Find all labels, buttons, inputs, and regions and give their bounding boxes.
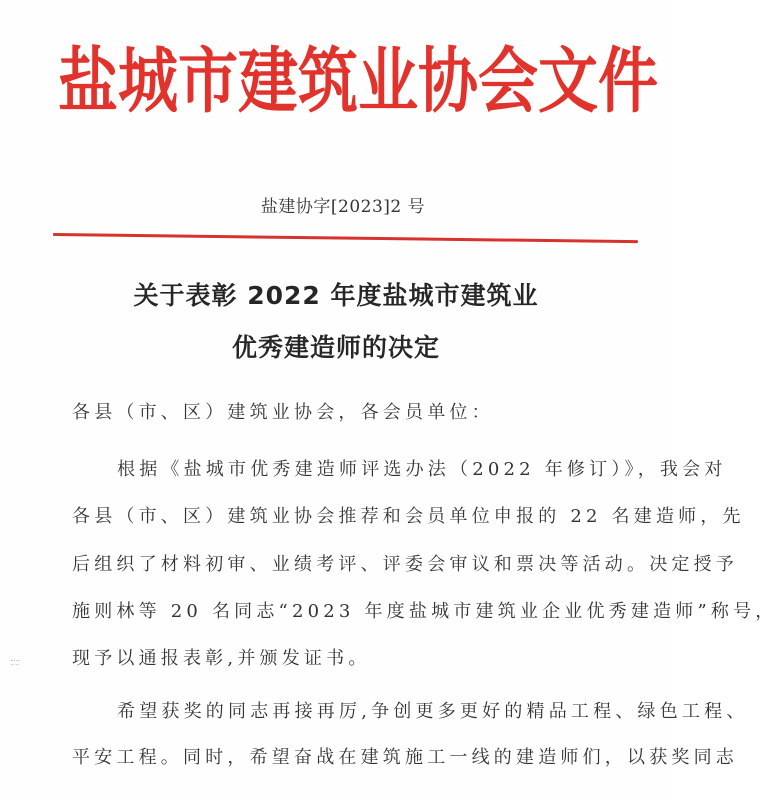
scan-artifact <box>11 660 19 665</box>
document-title-line-2: 优秀建造师的决定 <box>231 333 440 362</box>
letterhead-char: 业 <box>358 40 418 124</box>
letterhead-char: 协 <box>418 40 478 124</box>
letterhead-char: 市 <box>178 40 238 124</box>
organization-letterhead <box>58 32 658 131</box>
paragraph-1-line-2: 各县（市、区）建筑业协会推荐和会员单位申报的 22 名建造师，先 <box>72 506 745 527</box>
letterhead-char: 文 <box>538 40 598 124</box>
paragraph-2-line-1: 希望获奖的同志再接再厉,争创更多更好的精品工程、绿色工程、 <box>117 701 749 722</box>
letterhead-char: 盐 <box>58 40 118 124</box>
paragraph-1-line-5: 现予以通报表彰,并颁发证书。 <box>72 648 371 669</box>
salutation: 各县（市、区）建筑业协会，各会员单位： <box>72 402 494 423</box>
document-number: 盐建协字[2023]2 号 <box>260 197 426 217</box>
letterhead-char: 城 <box>118 40 178 124</box>
paragraph-2-line-2: 平安工程。同时，希望奋战在建筑施工一线的建造师们，以获奖同志 <box>72 747 738 768</box>
paragraph-1-line-1: 根据《盐城市优秀建造师评选办法（2022 年修订）》，我会对 <box>117 459 727 480</box>
paragraph-1-line-3: 后组织了材料初审、业绩考评、评委会审议和票决等活动。决定授予 <box>72 554 738 575</box>
letterhead-char: 会 <box>478 40 538 124</box>
letterhead-char: 建 <box>238 40 298 124</box>
red-divider-rule <box>53 233 638 243</box>
letterhead-char: 筑 <box>298 40 358 124</box>
letterhead-char: 件 <box>598 40 658 124</box>
document-title-line-1: 关于表彰 2022 年度盐城市建筑业 <box>133 281 539 310</box>
paragraph-1-line-4: 施则林等 20 名同志“2023 年度盐城市建筑业企业优秀建造师”称号， <box>72 601 777 622</box>
